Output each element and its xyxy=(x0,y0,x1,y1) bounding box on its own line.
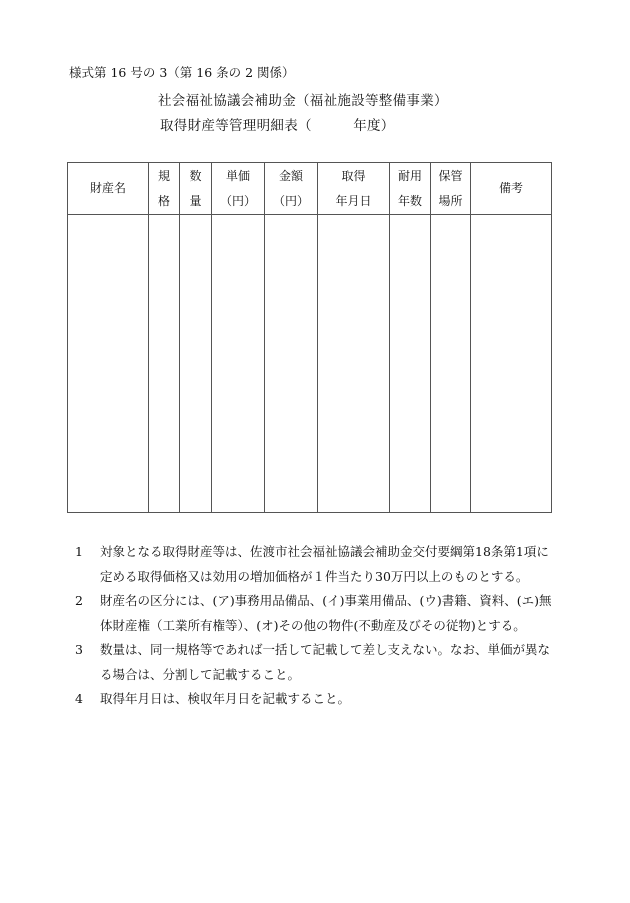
note-item xyxy=(75,540,560,589)
form-number: 様式第 16 号の 3（第 16 条の 2 関係） xyxy=(69,65,295,80)
header-storage-location: 保管 場所 xyxy=(431,163,471,215)
header-specification: 規 格 xyxy=(149,163,180,215)
header-acquisition-date: 取得 年月日 xyxy=(318,163,390,215)
note-text: 対象となる取得財産等は、佐渡市社会福祉協議会補助金交付要綱第18条第1項に定める取得価格又は効用の増加価格が１件当たり30万円以上のものとする。 xyxy=(100,544,549,584)
note-text: 数量は、同一規格等であれば一括して記載して差し支えない。なお、単価が異なる場合は、分割して記載すること。 xyxy=(100,642,551,682)
cell-unit-price xyxy=(212,215,265,513)
note-number: 1 xyxy=(75,544,83,559)
cell-remarks xyxy=(471,215,552,513)
note-number: 4 xyxy=(75,691,83,706)
header-amount: 金額 （円） xyxy=(265,163,318,215)
note-number: 2 xyxy=(75,593,83,608)
note-text: 財産名の区分には、(ア)事務用品備品、(イ)事業用備品、(ウ)書籍、資料、(エ)無体財産権（工業所有権等）、(オ)その他の物件(不動産及びその従物)とする。 xyxy=(100,593,552,633)
cell-acquisition-date xyxy=(318,215,390,513)
header-unit-price: 単価 （円） xyxy=(212,163,265,215)
note-item xyxy=(75,638,560,687)
header-quantity: 数 量 xyxy=(180,163,212,215)
cell-amount xyxy=(265,215,318,513)
cell-specification xyxy=(149,215,180,513)
cell-property-name xyxy=(68,215,149,513)
cell-storage-location xyxy=(431,215,471,513)
document-subtitle: 取得財産等管理明細表（ 年度） xyxy=(160,118,395,134)
note-item xyxy=(75,687,560,712)
table-header-row xyxy=(68,163,552,215)
cell-quantity xyxy=(180,215,212,513)
note-number: 3 xyxy=(75,642,83,657)
document-title: 社会福祉協議会補助金（福祉施設等整備事業） xyxy=(158,93,448,109)
table-row xyxy=(68,215,552,513)
note-item xyxy=(75,589,560,638)
header-useful-life: 耐用 年数 xyxy=(390,163,431,215)
header-property-name: 財産名 xyxy=(68,163,149,215)
property-ledger-table xyxy=(67,162,552,513)
header-remarks: 備考 xyxy=(471,163,552,215)
cell-useful-life xyxy=(390,215,431,513)
note-text: 取得年月日は、検収年月日を記載すること。 xyxy=(100,691,351,706)
notes-list xyxy=(75,540,560,712)
